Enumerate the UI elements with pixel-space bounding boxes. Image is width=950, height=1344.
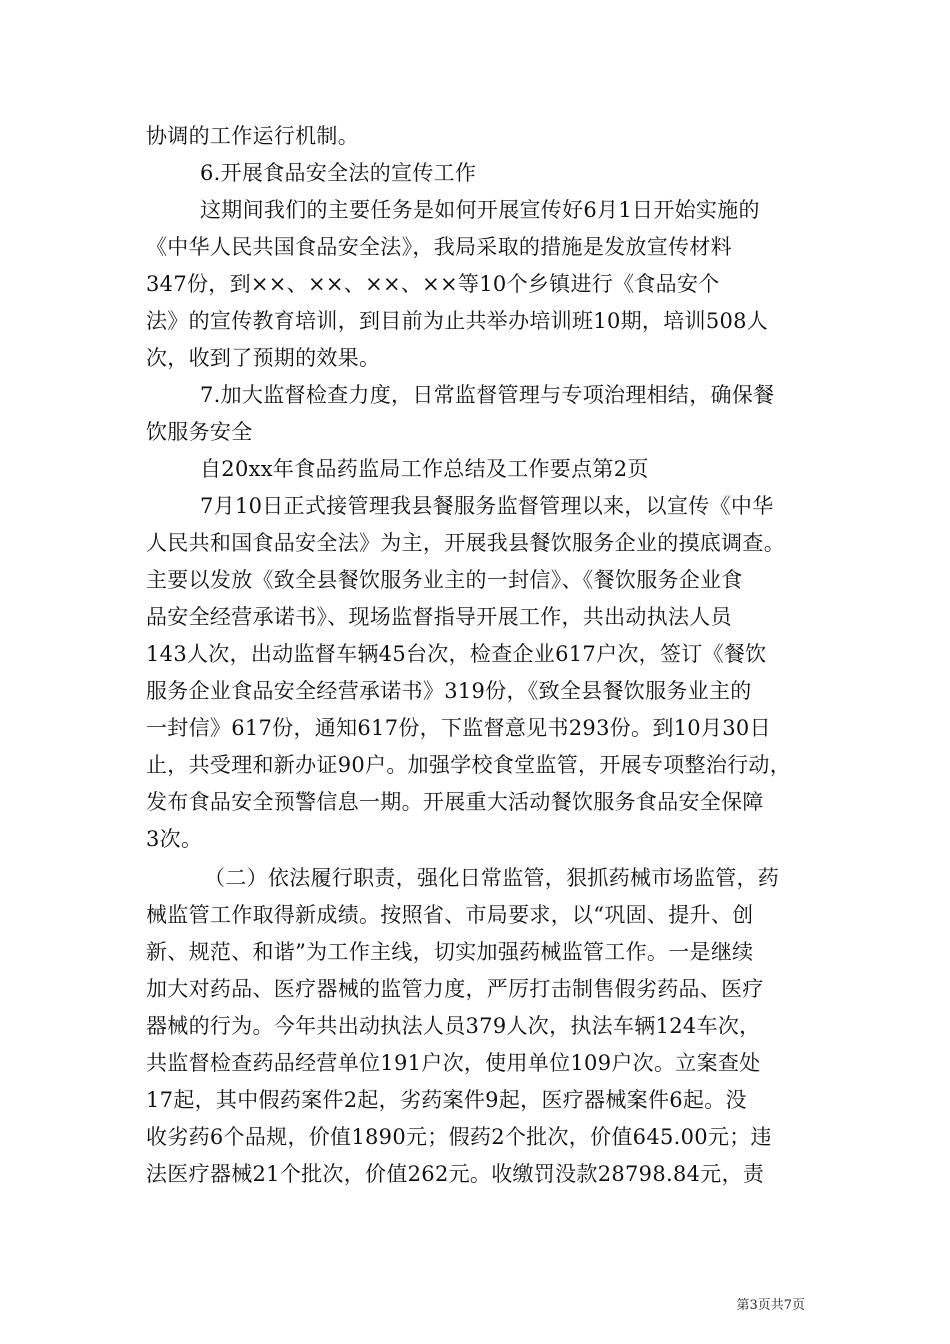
text-line: 3次。 [146,827,203,851]
section-heading: 6.开展食品安全法的宣传工作 [200,161,477,185]
text-line: 械监管工作取得新成绩。按照省、市局要求，以“巩固、提升、创 [146,903,754,927]
page-number: 第3页共7页 [736,1298,805,1313]
text-line: 协调的工作运行机制。 [146,124,359,148]
text-line: 一封信》617份，通知617份，下监督意见书293份。到10月30日 [146,716,771,740]
text-line: 《中华人民共国食品安全法》，我局采取的措施是发放宣传材料 [146,235,732,259]
text-line: 新、规范、和谐”为工作主线，切实加强药械监管工作。一是继续 [146,940,754,964]
section-heading: （二）依法履行职责，强化日常监管，狠抓药械市场监管，药 [204,866,780,890]
text-line: 347份，到××、××、××、××等10个乡镇进行《食品安个 [146,272,720,296]
text-line: 服务企业食品安全经营承诺书》319份，《致全县餐饮服务业主的 [146,679,752,703]
text-line: 共监督检查药品经营单位191户次，使用单位109户次。立案查处 [146,1051,761,1075]
text-line: 发布食品安全预警信息一期。开展重大活动餐饮服务食品安全保障 [146,790,764,814]
text-line: 加大对药品、医疗器械的监管力度，严厉打击制售假劣药品、医疗 [146,977,764,1001]
text-line: 法》的宣传教育培训，到目前为止共举办培训班10期，培训508人 [146,309,769,333]
text-line: 收劣药6个品规，价值1890元；假药2个批次，价值645.00元；违 [146,1125,772,1149]
page-subtitle: 自20xx年食品药监局工作总结及工作要点第2页 [200,457,649,481]
text-line: 17起，其中假药案件2起，劣药案件9起，医疗器械案件6起。没 [146,1088,747,1112]
text-line: 143人次，出动监督车辆45台次，检查企业617户次，签订《餐饮 [146,642,767,666]
text-line: 饮服务安全 [146,420,253,444]
section-heading: 7.加大监督检查力度，日常监督管理与专项治理相结，确保餐 [200,383,775,407]
text-line: 器械的行为。今年共出动执法人员379人次，执法车辆124车次， [146,1014,761,1038]
text-line: 7月10日正式接管理我县餐服务监督管理以来，以宣传《中华 [200,494,774,518]
text-line: 人民共和国食品安全法》为主，开展我县餐饮服务企业的摸底调查。 [146,531,785,555]
text-line: 主要以发放《致全县餐饮服务业主的一封信》、《餐饮服务企业食 [146,568,743,592]
text-line: 品安全经营承诺书》、现场监督指导开展工作，共出动执法人员 [146,605,732,629]
text-line: 法医疗器械21个批次，价值262元。收缴罚没款28798.84元，责 [146,1162,765,1186]
text-line: 这期间我们的主要任务是如何开展宣传好6月1日开始实施的 [200,198,760,222]
text-line: 止，共受理和新办证90户。加强学校食堂监管，开展专项整治行动， [146,753,792,777]
text-line: 次，收到了预期的效果。 [146,346,381,370]
